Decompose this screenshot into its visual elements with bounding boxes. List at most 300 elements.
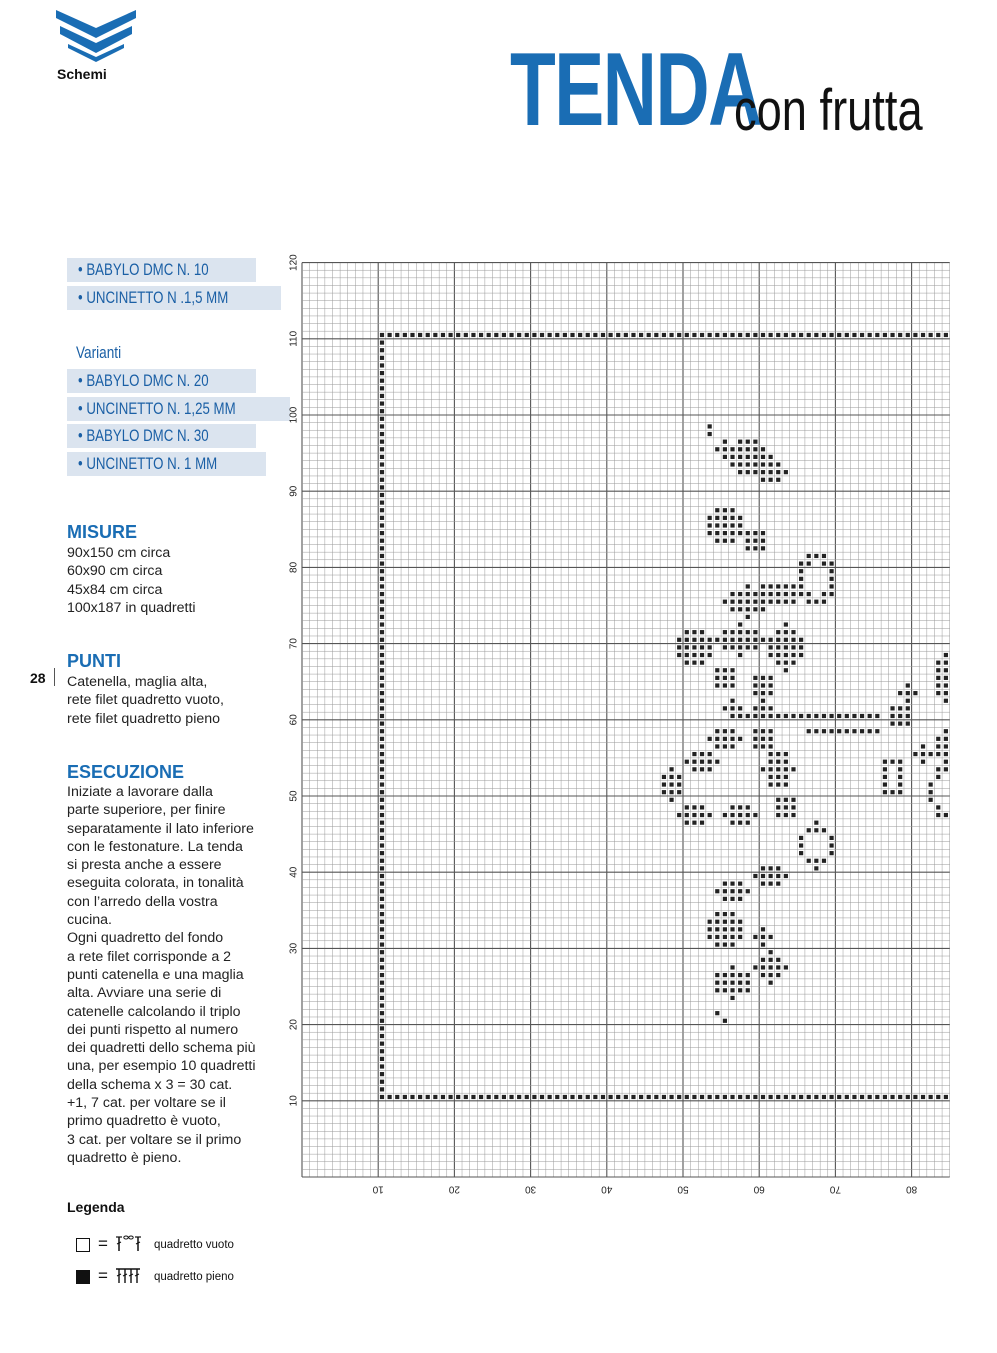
filled-cell [730, 965, 734, 969]
filled-cell [685, 1095, 689, 1099]
filled-cell [715, 447, 719, 451]
filled-cell [639, 333, 643, 337]
filled-cell [730, 516, 734, 520]
filled-cell [898, 782, 902, 786]
filled-cell [677, 645, 681, 649]
filled-cell [380, 1042, 384, 1046]
filled-cell [380, 409, 384, 413]
filled-cell [426, 1095, 430, 1099]
filled-cell [723, 927, 727, 931]
filled-cell [380, 607, 384, 611]
filled-cell [685, 333, 689, 337]
filled-cell [723, 973, 727, 977]
filled-cell [723, 516, 727, 520]
filled-cell [448, 1095, 452, 1099]
filled-cell [829, 843, 833, 847]
filled-cell [380, 600, 384, 604]
filled-cell [936, 691, 940, 695]
filled-cell [479, 333, 483, 337]
filled-cell [715, 942, 719, 946]
filled-cell [822, 859, 826, 863]
filled-cell [380, 1072, 384, 1076]
filled-cell [418, 333, 422, 337]
filled-cell [898, 691, 902, 695]
filled-cell [380, 516, 384, 520]
filled-cell [723, 729, 727, 733]
filled-cell [738, 981, 742, 985]
filled-cell [784, 600, 788, 604]
filled-cell [784, 470, 788, 474]
filled-cell [746, 645, 750, 649]
filled-cell [936, 1095, 940, 1099]
filled-cell [403, 333, 407, 337]
filled-cell [738, 523, 742, 527]
filled-cell [601, 333, 605, 337]
filled-cell [860, 714, 864, 718]
filled-cell [692, 1095, 696, 1099]
filled-cell [471, 1095, 475, 1099]
filled-cell [776, 752, 780, 756]
filled-cell [380, 470, 384, 474]
filled-cell [730, 706, 734, 710]
filled-cell [791, 661, 795, 665]
filled-cell [944, 737, 948, 741]
filled-cell [380, 371, 384, 375]
filled-cell [837, 729, 841, 733]
filled-cell [692, 805, 696, 809]
filled-cell [784, 760, 788, 764]
filled-cell [860, 729, 864, 733]
filled-cell [776, 760, 780, 764]
filled-cell [791, 805, 795, 809]
filled-cell [753, 539, 757, 543]
filled-cell [380, 356, 384, 360]
filled-cell [730, 645, 734, 649]
filled-cell [753, 935, 757, 939]
filled-cell [708, 531, 712, 535]
filled-cell [380, 767, 384, 771]
filled-cell [380, 1003, 384, 1007]
filled-cell [898, 790, 902, 794]
filled-cell [730, 455, 734, 459]
filled-cell [784, 874, 788, 878]
filled-cell [769, 782, 773, 786]
filled-cell [753, 531, 757, 535]
filled-cell [852, 714, 856, 718]
filled-cell [380, 1080, 384, 1084]
filled-cell [380, 737, 384, 741]
filled-cell [852, 729, 856, 733]
filled-cell [746, 584, 750, 588]
variant-hook-125: • UNCINETTO N. 1,25 MM [67, 397, 290, 421]
filled-cell [685, 638, 689, 642]
filled-cell [487, 1095, 491, 1099]
filled-cell [791, 767, 795, 771]
x-tick-label: 10 [372, 1183, 384, 1195]
filled-cell [380, 942, 384, 946]
filled-cell [723, 638, 727, 642]
filled-cell [944, 691, 948, 695]
filled-cell [814, 828, 818, 832]
filled-cell [814, 714, 818, 718]
esecuzione-body: Iniziate a lavorare dalla parte superiore, per finire separatamente il lato inferiore con le festonature. La tenda si presta anche a essere eseguita colorata, in tonalità con l’arredo della vostra cucina. Ogni quadretto del fondo a rete filet corrisponde a 2 punti catenella e una maglia alta. Avviare una serie di catenelle calcolando il triplo dei punti rispetto al numero dei quadretti dello schema più una, per esempio 10 quadretti della schema x 3 = 30 cat. +1, 7 cat. per voltare se il primo quadretto è vuoto, 3 cat. per voltare se il primo quadretto è pieno. [67, 784, 256, 1166]
filled-cell [868, 1095, 872, 1099]
filled-cell [548, 1095, 552, 1099]
filled-cell [769, 935, 773, 939]
filled-cell [388, 1095, 392, 1099]
filled-cell [799, 714, 803, 718]
filled-cell [769, 752, 773, 756]
filled-cell [769, 333, 773, 337]
filled-cell [890, 333, 894, 337]
filled-cell [784, 813, 788, 817]
filled-cell [708, 737, 712, 741]
filled-cell [685, 821, 689, 825]
filled-cell [929, 333, 933, 337]
filled-cell [715, 744, 719, 748]
filled-cell [822, 592, 826, 596]
filled-cell [555, 333, 559, 337]
filled-cell [685, 630, 689, 634]
filled-cell [761, 600, 765, 604]
filled-cell [944, 752, 948, 756]
filled-cell [723, 897, 727, 901]
filled-cell [761, 455, 765, 459]
filled-cell [723, 1019, 727, 1023]
filled-cell [890, 760, 894, 764]
filled-cell [730, 508, 734, 512]
filled-cell [776, 965, 780, 969]
filled-cell [380, 440, 384, 444]
filled-cell [753, 813, 757, 817]
filled-cell [753, 333, 757, 337]
filled-cell [380, 577, 384, 581]
filled-cell [944, 760, 948, 764]
filled-cell [738, 988, 742, 992]
filled-cell [708, 645, 712, 649]
filled-cell [784, 622, 788, 626]
filled-cell [814, 821, 818, 825]
filled-cell [692, 630, 696, 634]
filled-cell [944, 744, 948, 748]
filled-cell [883, 775, 887, 779]
filled-cell [692, 638, 696, 642]
filled-cell [723, 668, 727, 672]
filled-cell [829, 851, 833, 855]
filled-cell [776, 798, 780, 802]
filled-cell [799, 836, 803, 840]
filled-cell [715, 973, 719, 977]
filled-cell [913, 691, 917, 695]
filled-cell [723, 600, 727, 604]
filled-cell [814, 729, 818, 733]
filled-cell [631, 1095, 635, 1099]
filled-cell [448, 333, 452, 337]
filled-cell [784, 653, 788, 657]
filled-cell [380, 821, 384, 825]
filled-cell [761, 866, 765, 870]
filled-cell [829, 714, 833, 718]
filled-cell [418, 1095, 422, 1099]
filled-cell [898, 760, 902, 764]
filled-cell [746, 440, 750, 444]
filled-cell [738, 737, 742, 741]
filled-cell [829, 577, 833, 581]
filled-cell [380, 341, 384, 345]
filled-cell [380, 424, 384, 428]
filled-cell [380, 775, 384, 779]
filled-cell [380, 668, 384, 672]
filled-cell [913, 752, 917, 756]
filled-cell [388, 333, 392, 337]
filled-cell [730, 813, 734, 817]
filled-cell [799, 638, 803, 642]
filled-cell [769, 775, 773, 779]
filled-cell [609, 1095, 613, 1099]
filled-cell [769, 958, 773, 962]
filled-cell [570, 333, 574, 337]
filled-cell [784, 965, 788, 969]
filled-cell [669, 1095, 673, 1099]
filled-cell [799, 592, 803, 596]
filled-cell [776, 462, 780, 466]
filled-cell [753, 1095, 757, 1099]
filled-cell [776, 630, 780, 634]
filled-cell [708, 516, 712, 520]
filled-cell [784, 592, 788, 596]
filled-cell [753, 447, 757, 451]
filled-cell [677, 333, 681, 337]
filled-cell [746, 988, 750, 992]
filled-cell [730, 882, 734, 886]
filled-cell [677, 813, 681, 817]
filled-cell [380, 790, 384, 794]
y-tick-label: 50 [288, 790, 300, 802]
filled-cell [464, 1095, 468, 1099]
filled-cell [814, 600, 818, 604]
filled-cell [509, 333, 513, 337]
filled-cell [769, 729, 773, 733]
x-tick-label: 40 [601, 1183, 613, 1195]
filled-cell [738, 935, 742, 939]
filled-cell [746, 455, 750, 459]
filled-cell [761, 676, 765, 680]
filled-cell [738, 821, 742, 825]
filled-cell [769, 683, 773, 687]
filled-cell [753, 729, 757, 733]
filled-cell [807, 1095, 811, 1099]
filled-cell [700, 1095, 704, 1099]
filled-cell [761, 607, 765, 611]
filled-cell [776, 775, 780, 779]
filled-cell [807, 729, 811, 733]
filled-cell [761, 592, 765, 596]
filled-cell [776, 645, 780, 649]
filled-cell [829, 836, 833, 840]
filled-cell [769, 714, 773, 718]
y-tick-label: 110 [288, 330, 300, 347]
x-tick-label: 60 [753, 1183, 765, 1195]
filled-cell [769, 882, 773, 886]
filled-cell [860, 333, 864, 337]
filled-cell [784, 668, 788, 672]
filled-cell [776, 813, 780, 817]
filled-cell [784, 714, 788, 718]
filled-cell [761, 470, 765, 474]
material-thread: • BABYLO DMC N. 10 [67, 258, 256, 282]
misure-title: MISURE [67, 522, 138, 542]
filled-cell [738, 1095, 742, 1099]
filled-cell [837, 1095, 841, 1099]
filled-cell [730, 630, 734, 634]
filled-cell [906, 722, 910, 726]
page-title: TENDA [510, 32, 761, 148]
y-tick-label: 30 [288, 942, 300, 954]
filled-cell [936, 767, 940, 771]
filled-cell [723, 935, 727, 939]
filled-cell [906, 714, 910, 718]
filled-cell [883, 790, 887, 794]
filled-cell [883, 782, 887, 786]
filled-cell [814, 1095, 818, 1099]
filled-cell [692, 661, 696, 665]
filled-cell [723, 1095, 727, 1099]
filled-cell [746, 546, 750, 550]
filled-cell [776, 958, 780, 962]
filled-cell [730, 805, 734, 809]
filled-cell [769, 767, 773, 771]
filled-cell [761, 714, 765, 718]
filled-cell [822, 333, 826, 337]
filled-cell [723, 706, 727, 710]
filled-cell [738, 714, 742, 718]
filled-cell [769, 455, 773, 459]
filled-cell [898, 706, 902, 710]
filled-cell [380, 760, 384, 764]
filled-cell [822, 1095, 826, 1099]
filled-cell [730, 676, 734, 680]
filled-cell [761, 767, 765, 771]
filled-cell [380, 691, 384, 695]
filled-cell [441, 333, 445, 337]
filled-cell [753, 965, 757, 969]
filled-cell [769, 706, 773, 710]
filled-cell [502, 333, 506, 337]
filled-cell [738, 882, 742, 886]
filled-cell [784, 1095, 788, 1099]
filled-cell [685, 805, 689, 809]
filled-cell [883, 1095, 887, 1099]
filled-cell [776, 805, 780, 809]
filled-cell [936, 676, 940, 680]
filled-cell [769, 653, 773, 657]
filled-cell [746, 462, 750, 466]
filled-cell [692, 821, 696, 825]
filled-cell [769, 462, 773, 466]
filled-cell [380, 638, 384, 642]
filled-cell [647, 1095, 651, 1099]
filled-cell [807, 561, 811, 565]
filled-cell [738, 447, 742, 451]
filled-cell [730, 668, 734, 672]
filled-cell [936, 775, 940, 779]
filled-cell [395, 333, 399, 337]
filled-cell [746, 615, 750, 619]
filled-cell [784, 630, 788, 634]
filled-cell [723, 912, 727, 916]
filled-cell [761, 546, 765, 550]
filled-cell [715, 676, 719, 680]
filled-cell [753, 630, 757, 634]
filled-cell [586, 333, 590, 337]
filled-cell [380, 798, 384, 802]
filled-cell [723, 523, 727, 527]
filled-cell [708, 752, 712, 756]
filled-cell [890, 714, 894, 718]
filled-cell [380, 462, 384, 466]
filled-cell [380, 1026, 384, 1030]
filled-cell [799, 333, 803, 337]
filled-cell [929, 752, 933, 756]
section-label: Schemi [57, 66, 107, 82]
filled-cell [944, 729, 948, 733]
legend-title: Legenda [67, 1199, 125, 1215]
filled-cell [700, 661, 704, 665]
filled-cell [380, 592, 384, 596]
filled-cell [776, 592, 780, 596]
filled-cell [692, 767, 696, 771]
filled-cell [380, 813, 384, 817]
material-hook: • UNCINETTO N .1,5 MM [67, 286, 281, 310]
filled-cell [380, 866, 384, 870]
filled-cell [380, 615, 384, 619]
filled-cell [380, 836, 384, 840]
filled-cell [708, 638, 712, 642]
y-tick-label: 90 [288, 485, 300, 497]
filled-cell [380, 843, 384, 847]
page-subtitle: con frutta [734, 78, 923, 143]
filled-cell [921, 760, 925, 764]
filled-cell [380, 348, 384, 352]
filled-cell [822, 600, 826, 604]
filled-cell [708, 927, 712, 931]
filled-cell [723, 683, 727, 687]
filled-cell [753, 645, 757, 649]
filled-cell [662, 782, 666, 786]
filled-cell [784, 767, 788, 771]
filled-cell [715, 539, 719, 543]
filled-cell [715, 760, 719, 764]
filled-cell [776, 882, 780, 886]
filled-cell [746, 539, 750, 543]
filled-cell [921, 752, 925, 756]
filled-cell [906, 691, 910, 695]
filled-cell [868, 333, 872, 337]
filled-cell [837, 333, 841, 337]
filled-cell [936, 813, 940, 817]
filled-cell [380, 996, 384, 1000]
filled-cell [746, 805, 750, 809]
filled-cell [692, 813, 696, 817]
filled-cell [738, 805, 742, 809]
filled-cell [852, 333, 856, 337]
filled-cell [753, 600, 757, 604]
filled-cell [761, 638, 765, 642]
filled-cell [471, 333, 475, 337]
filled-cell [624, 333, 628, 337]
filled-cell [380, 478, 384, 482]
filled-cell [799, 653, 803, 657]
